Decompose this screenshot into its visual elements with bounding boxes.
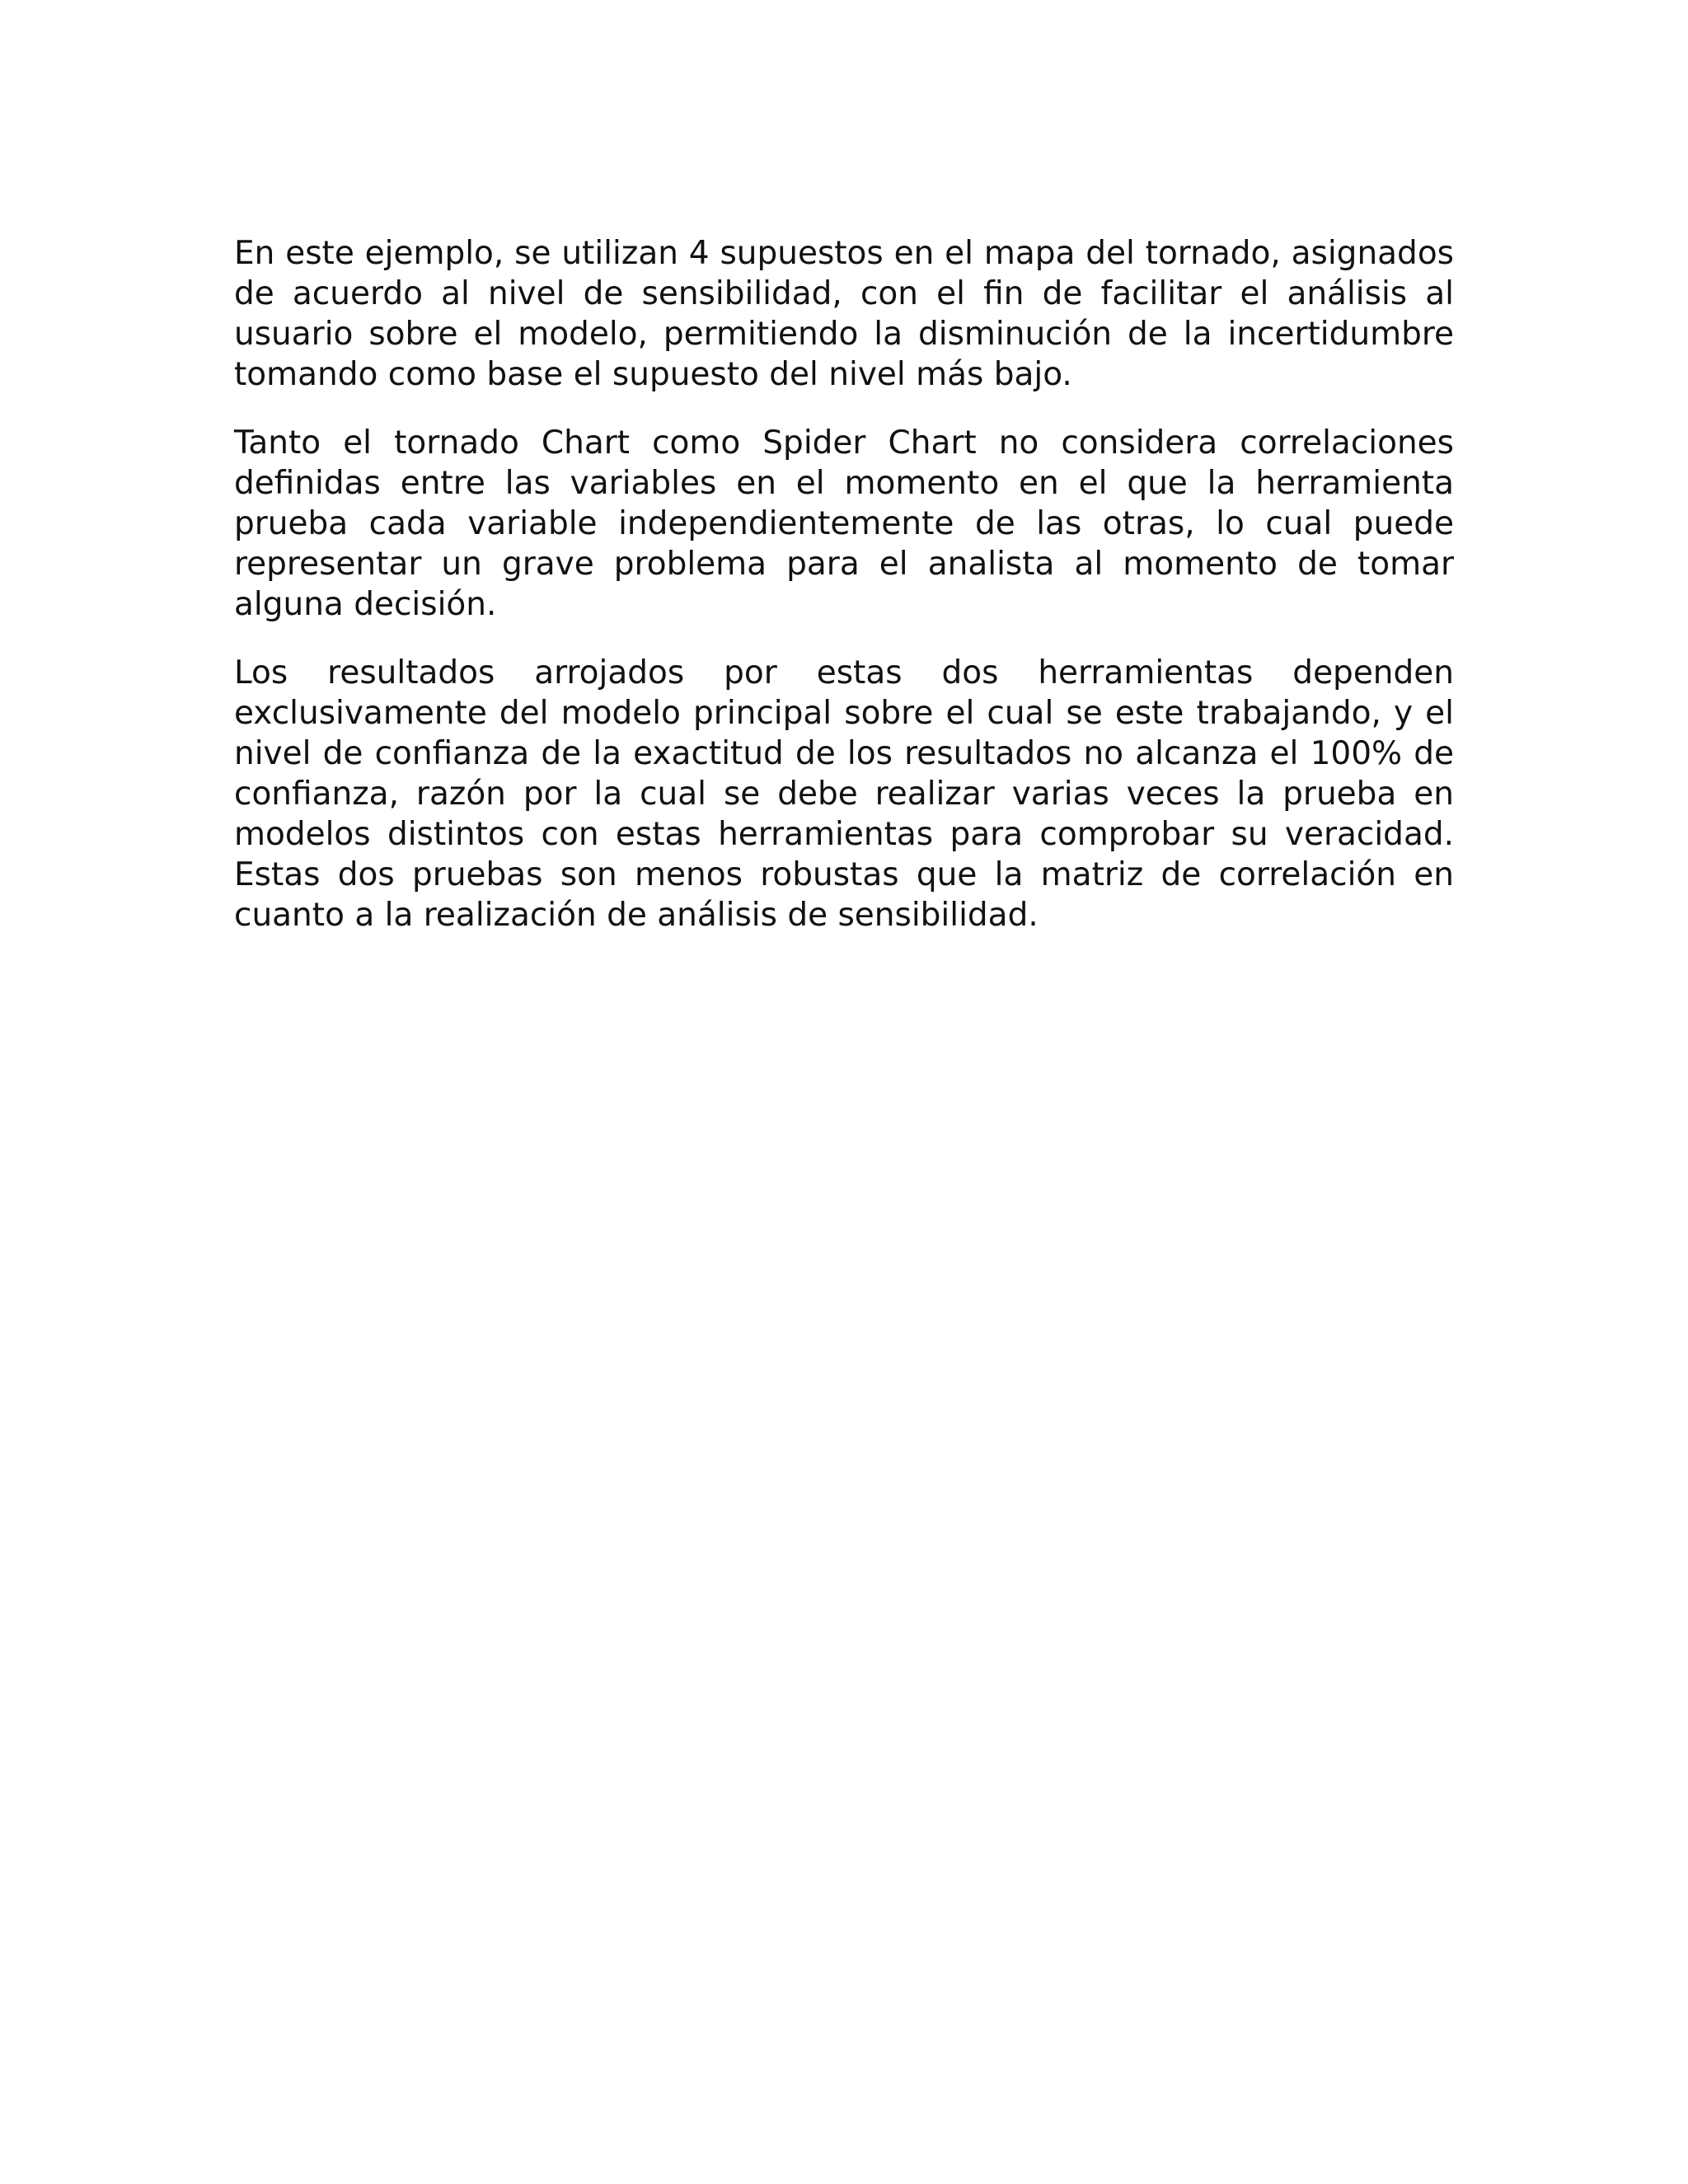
document-body	[234, 233, 1454, 963]
paragraph-tornado-example: En este ejemplo, se utilizan 4 supuestos en el mapa del tornado, asignados de acuerdo al nivel de sensibilidad, con el fin de facilitar el análisis al usuario sobre el modelo, permitiendo la disminución de la incertidumbre tomando como base el supuesto del nivel más bajo.	[234, 235, 1454, 393]
paragraph-correlation-limitation: Tanto el tornado Chart como Spider Chart no considera correlaciones definidas entre las variables en el momento en el que la herramienta prueba cada variable independientemente de las otras, lo cual puede representar un grave problema para el analista al momento de tomar alguna decisión.	[234, 424, 1454, 623]
paragraph-results-reliability: Los resultados arrojados por estas dos herramientas dependen exclusivamente del modelo principal sobre el cual se este trabajando, y el nivel de confianza de la exactitud de los resultados no alcanza el 100% de confianza, razón por la cual se debe realizar varias veces la prueba en modelos distintos con estas herramientas para comprobar su veracidad. Estas dos pruebas son menos robustas que la matriz de correlación en cuanto a la realización de análisis de sensibilidad.	[234, 654, 1454, 934]
